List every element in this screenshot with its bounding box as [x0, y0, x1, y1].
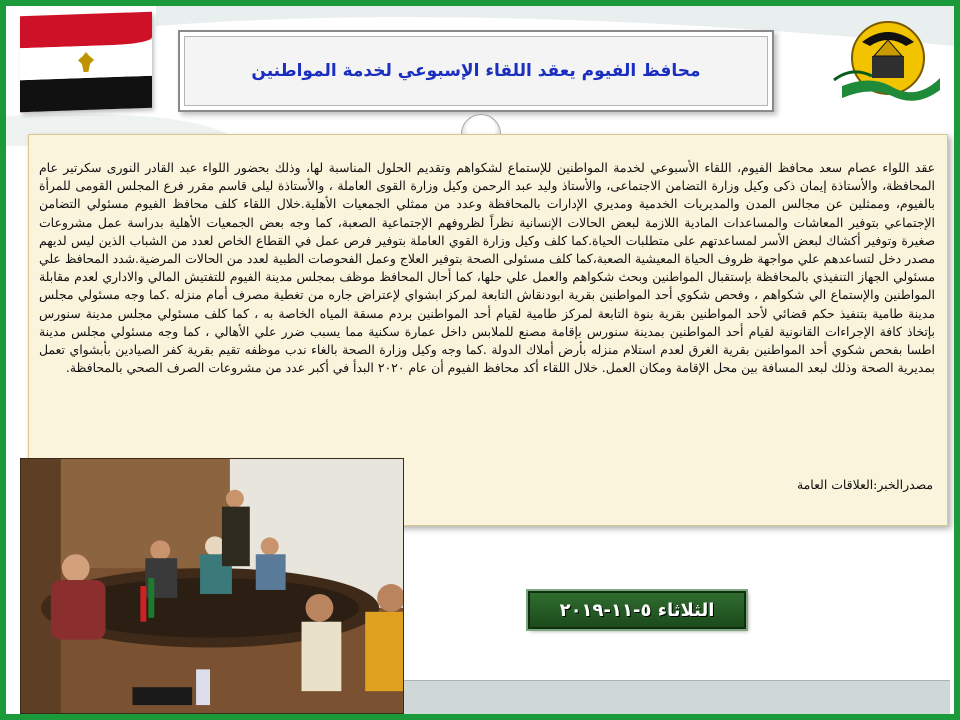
meeting-photo	[20, 458, 404, 714]
article-source: مصدرالخبر:العلاقات العامة	[797, 477, 933, 492]
page-title: محافظ الفيوم يعقد اللقاء الإسبوعي لخدمة المواطنين	[251, 61, 701, 81]
date-text: الثلاثاء ٥-١١-٢٠١٩	[559, 599, 715, 621]
bottom-bar	[404, 680, 950, 714]
egypt-flag-icon	[20, 12, 152, 113]
governorate-logo-icon	[832, 16, 944, 108]
article-body: عقد اللواء عصام سعد محافظ الفيوم، اللقاء الأسبوعي لخدمة المواطنين للإستماع لشكواهم وتقديم الحلول المناسبة لها، وذلك بحضور اللواء عبد القادر النورى سكرتير عام المحافظة، والأستاذة إيمان ذكى وكيل وزارة التضامن الاجتماعى، والأستاذ وليد عبد الرحمن وكيل وزارة القوى العاملة ، والأستاذة ليلى قاسم مقرر فرع المجلس القومى للمرأة بالفيوم، وممثلين عن مجالس المدن والمديريات الخدمية ومديري الإدارات بالمحافظة وعدد من ممثلي الجمعيات الأهلية.خلال اللقاء كلف محافظ الفيوم مسئولي التضامن الإجتماعي بتوفير المعاشات والمساعدات المادية اللازمة لبعض الحالات الإنسانية نظراً لظروفهم الإجتماعية الصعبة، كما وجه بعض الجمعيات الأهلية بدراسة عمل مشروعات صغيرة وتوفير أكشاك لبعض الأسر لمساعدتهم على متطلبات الحياة.كما كلف وكيل وزارة القوي العاملة بتوفير فرص عمل في القطاع الخاص لعدد من الشباب الذين ليس لديهم مصدر دخل لتساعدهم علي مواجهة ظروف الحياة المعيشية الصعبة،كما كلف مسئولى الصحة بتوفير العلاج وعمل الفحوصات الطبية لعدد من الحالات المرضية.شدد المحافظ علي مسئولي الجهاز التنفيذي بالمحافظة بإستقبال المواطنين وبحث شكواهم والعمل علي حلها، كما أحال المحافظ موظف بمجلس مدينة الفيوم للتفتيش المالي والاداري لعدم مقابلة المواطنين والإستماع الي شكواهم ، وفحص شكوي أحد المواطنين بقرية ابودنقاش التابعة لمركز ابشواي لإعتراض جاره من تغطية مصرف أمام منزله .كما وجه مسئولي مجلس مدينة طامية بتنفيذ حكم قضائي لأحد المواطنين بقرية بنوة التابعة لمركز طامية لقيام أحد المواطنين بردم مسقة المياه الخاصة به ، كما كلف مسئولي مجلس مدينة سنورس بإتخاذ كافة الإجراءات القانونية لقيام أحد المواطنين بمدينة سنورس بإقامة مصنع للملابس داخل عمارة سكنية مما يسبب ضرر علي الأهالي ، كما وجه مسئولي مجلس مدينة اطسا بفحص شكوي أحد المواطنين بقرية الغرق لعدم استلام منزله بأرض أملاك الدولة .كما وجه وكيل وزارة الصحة بالغاء ندب موظفه تقيم بقرية كفر الصيادين بأبشواي تعمل بمديرية الصحة وذلك لبعد المسافة بين محل الإقامة ومكان العمل. خلال اللقاء أكد محافظ الفيوم أن عام ٢٠٢٠ البدأ في أكبر عدد من مشروعات الصرف الصحي بالمحافظة.	[39, 160, 935, 376]
date-badge	[528, 591, 746, 629]
eagle-icon	[78, 52, 94, 73]
title-box	[178, 30, 774, 112]
